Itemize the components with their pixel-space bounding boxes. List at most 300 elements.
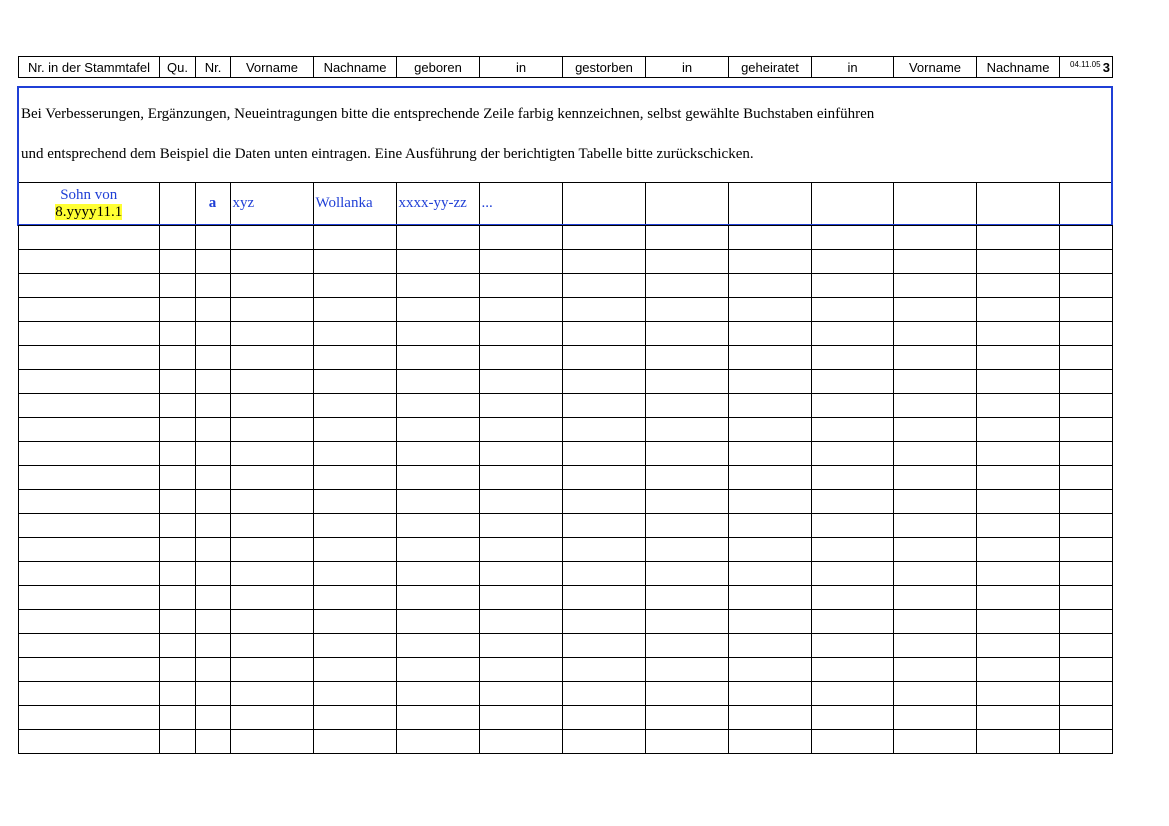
entry-cell [977,418,1060,442]
entry-cell [729,226,812,250]
entry-cell [196,442,231,466]
entry-cell [563,274,646,298]
entry-cell [196,730,231,754]
entry-cell [397,658,480,682]
entry-cell [160,418,196,442]
entry-cell [231,538,314,562]
header-meta-cell [1060,57,1113,78]
header-table [18,56,1113,78]
entry-cell [1060,706,1113,730]
entry-cell [314,346,397,370]
entry-cell [646,442,729,466]
entry-cell [1060,538,1113,562]
entry-cell [1060,226,1113,250]
entry-cell [563,562,646,586]
entry-cell [480,250,563,274]
entry-cell [231,370,314,394]
col-header: in [646,57,729,78]
entry-cell [160,658,196,682]
entry-cell [231,322,314,346]
entry-cell [231,682,314,706]
entry-cell [160,346,196,370]
entry-cell [480,490,563,514]
entry-cell [231,442,314,466]
entry-cell [480,586,563,610]
entry-cell [1060,370,1113,394]
entry-cell [812,562,894,586]
entry-cell [646,322,729,346]
col-header: Nachname [977,57,1060,78]
entry-cell [563,442,646,466]
entry-cell [19,442,160,466]
entry-cell [729,658,812,682]
entry-cell [812,418,894,442]
entry-cell [314,442,397,466]
entry-cell [480,322,563,346]
entry-cell [480,226,563,250]
entry-cell [160,250,196,274]
example-empty-cell [645,183,728,225]
entry-cell [196,226,231,250]
entry-cell [646,466,729,490]
entry-cell [646,634,729,658]
entry-row [19,250,1113,274]
entry-cell [231,730,314,754]
entry-row [19,394,1113,418]
entry-cell [19,682,160,706]
entry-cell [19,538,160,562]
entry-cell [646,538,729,562]
entry-cell [729,346,812,370]
entry-cell [894,586,977,610]
example-empty-cell [976,183,1059,225]
example-geboren-in: ... [479,183,562,225]
entry-cell [480,634,563,658]
entry-cell [646,274,729,298]
entry-cell [160,298,196,322]
entry-cell [812,370,894,394]
col-header: Vorname [231,57,314,78]
entry-cell [1060,394,1113,418]
col-header: geboren [397,57,480,78]
entry-cell [646,610,729,634]
entry-cell [894,490,977,514]
entry-row [19,322,1113,346]
entry-cell [894,274,977,298]
col-header: Qu. [160,57,196,78]
entry-cell [397,466,480,490]
entry-cell [977,586,1060,610]
example-relation: Sohn von [60,186,118,203]
entry-row [19,346,1113,370]
entry-cell [894,370,977,394]
col-header: in [812,57,894,78]
entry-cell [397,586,480,610]
entry-cell [977,538,1060,562]
entry-cell [19,610,160,634]
entry-cell [196,322,231,346]
entry-cell [563,322,646,346]
example-qu [159,183,195,225]
entry-cell [397,298,480,322]
col-header: Vorname [894,57,977,78]
entry-cell [480,730,563,754]
entry-cell [894,706,977,730]
entry-row [19,658,1113,682]
entry-cell [563,658,646,682]
entry-cell [894,322,977,346]
entry-cell [160,562,196,586]
entry-cell [729,586,812,610]
entry-cell [196,418,231,442]
entry-cell [314,466,397,490]
entry-cell [314,370,397,394]
entry-cell [563,490,646,514]
entry-cell [314,418,397,442]
entry-cell [397,682,480,706]
col-header: gestorben [563,57,646,78]
instruction-box [17,86,1113,226]
entry-cell [196,274,231,298]
entry-cell [1060,418,1113,442]
entry-cell [894,466,977,490]
entry-cell [812,394,894,418]
entry-cell [812,298,894,322]
entry-row [19,562,1113,586]
entry-cell [1060,250,1113,274]
entry-cell [160,682,196,706]
entry-cell [196,682,231,706]
entry-cell [480,610,563,634]
entry-cell [314,298,397,322]
entry-cell [563,298,646,322]
entry-cell [812,706,894,730]
entry-cell [729,538,812,562]
entry-cell [397,370,480,394]
entry-cell [977,274,1060,298]
entry-cell [812,442,894,466]
entry-cell [480,706,563,730]
entry-cell [231,514,314,538]
entry-cell [480,538,563,562]
entry-cell [729,442,812,466]
entry-cell [160,394,196,418]
entry-cell [196,538,231,562]
entry-cell [480,514,563,538]
entry-cell [563,634,646,658]
entry-cell [19,274,160,298]
entry-cell [563,346,646,370]
entry-cell [160,442,196,466]
entry-cell [19,586,160,610]
entry-cell [160,706,196,730]
entry-cell [977,466,1060,490]
entry-cell [1060,442,1113,466]
entry-cell [160,514,196,538]
entry-cell [563,682,646,706]
example-row [19,183,1111,225]
entry-cell [231,706,314,730]
entry-cell [812,250,894,274]
entry-cell [1060,634,1113,658]
entry-cell [397,610,480,634]
entry-row [19,226,1113,250]
page-number: 3 [1102,60,1110,75]
entry-row [19,274,1113,298]
entry-cell [729,490,812,514]
entry-cell [397,250,480,274]
entry-row [19,298,1113,322]
entry-cell [563,706,646,730]
entry-cell [231,250,314,274]
entry-cell [977,490,1060,514]
entry-cell [231,394,314,418]
entry-cell [160,466,196,490]
entry-row [19,706,1113,730]
entry-cell [729,682,812,706]
entry-cell [894,346,977,370]
entry-cell [19,466,160,490]
entry-cell [977,562,1060,586]
entry-cell [563,586,646,610]
example-empty-cell [1059,183,1111,225]
instruction-line-2: und entsprechend dem Beispiel die Daten unten eintragen. Eine Ausführung der berichtigten Tabelle bitte zurückschicken. [21,146,754,162]
entry-cell [19,658,160,682]
entry-cell [231,562,314,586]
entry-cell [1060,514,1113,538]
entry-row [19,586,1113,610]
entry-row [19,610,1113,634]
example-empty-cell [562,183,645,225]
entry-row [19,490,1113,514]
entry-cell [480,658,563,682]
entry-cell [397,274,480,298]
entry-cell [563,610,646,634]
entry-cell [196,658,231,682]
entry-cell [1060,490,1113,514]
entry-cell [231,658,314,682]
entry-cell [977,226,1060,250]
entry-row [19,538,1113,562]
header-row [19,57,1113,78]
col-header: Nachname [314,57,397,78]
col-header: geheiratet [729,57,812,78]
entry-row [19,730,1113,754]
entry-cell [812,634,894,658]
entry-cell [646,346,729,370]
entry-cell [1060,586,1113,610]
entry-cell [196,346,231,370]
entry-row [19,682,1113,706]
entry-cell [646,490,729,514]
entry-cell [1060,658,1113,682]
entry-cell [646,682,729,706]
entry-cell [563,466,646,490]
entry-cell [1060,346,1113,370]
entry-cell [480,442,563,466]
entry-cell [812,682,894,706]
entry-cell [894,682,977,706]
entry-cell [397,322,480,346]
entry-cell [19,418,160,442]
entry-cell [397,418,480,442]
entry-cell [729,394,812,418]
example-geboren: xxxx-yy-zz [396,183,479,225]
example-empty-cell [811,183,893,225]
entry-cell [196,706,231,730]
entry-cell [196,490,231,514]
entry-cell [729,370,812,394]
entry-cell [480,466,563,490]
entry-cell [812,346,894,370]
entry-cell [563,514,646,538]
entry-cell [1060,730,1113,754]
entry-cell [729,706,812,730]
entry-cell [196,514,231,538]
entry-cell [19,298,160,322]
entry-cell [646,298,729,322]
entry-cell [894,634,977,658]
entry-cell [314,274,397,298]
entry-cell [977,706,1060,730]
entry-cell [480,346,563,370]
entry-cell [894,394,977,418]
entry-cell [812,466,894,490]
entry-cell [19,250,160,274]
entry-cell [397,226,480,250]
entry-grid [18,225,1113,754]
entry-cell [894,562,977,586]
entry-cell [812,658,894,682]
entry-cell [729,298,812,322]
entry-cell [812,586,894,610]
entry-cell [646,562,729,586]
entry-cell [19,730,160,754]
entry-cell [646,394,729,418]
entry-cell [729,562,812,586]
entry-cell [19,706,160,730]
entry-cell [397,562,480,586]
example-row-table [19,182,1111,224]
entry-cell [480,418,563,442]
entry-cell [894,658,977,682]
entry-cell [729,730,812,754]
entry-cell [19,490,160,514]
entry-cell [977,322,1060,346]
entry-cell [19,634,160,658]
entry-row [19,466,1113,490]
col-header: in [480,57,563,78]
entry-cell [563,394,646,418]
entry-cell [894,418,977,442]
example-nachname: Wollanka [313,183,396,225]
entry-row [19,442,1113,466]
entry-cell [397,514,480,538]
entry-row [19,634,1113,658]
entry-cell [729,250,812,274]
entry-cell [646,250,729,274]
entry-cell [729,634,812,658]
example-reference-cell [19,183,159,225]
entry-cell [1060,682,1113,706]
entry-row [19,370,1113,394]
entry-cell [196,250,231,274]
entry-cell [397,730,480,754]
entry-cell [729,514,812,538]
entry-cell [977,442,1060,466]
entry-cell [314,250,397,274]
entry-cell [646,658,729,682]
entry-cell [397,442,480,466]
entry-cell [812,730,894,754]
entry-cell [977,394,1060,418]
entry-cell [977,346,1060,370]
entry-cell [19,514,160,538]
entry-cell [160,490,196,514]
entry-cell [977,730,1060,754]
entry-cell [894,730,977,754]
entry-cell [563,730,646,754]
entry-cell [1060,322,1113,346]
entry-cell [563,250,646,274]
entry-cell [729,274,812,298]
entry-cell [314,490,397,514]
entry-cell [314,658,397,682]
entry-cell [480,274,563,298]
entry-cell [977,514,1060,538]
instruction-line-1: Bei Verbesserungen, Ergänzungen, Neueintragungen bitte die entsprechende Zeile farbig kennzeichnen, selbst gewählte Buchstaben einführen [21,106,875,122]
entry-cell [19,226,160,250]
entry-cell [729,466,812,490]
entry-cell [19,562,160,586]
entry-cell [894,538,977,562]
entry-cell [894,298,977,322]
entry-cell [729,610,812,634]
entry-cell [563,370,646,394]
example-vorname: xyz [230,183,313,225]
entry-cell [646,730,729,754]
entry-cell [729,418,812,442]
example-nr: a [195,183,230,225]
entry-cell [894,514,977,538]
entry-cell [894,442,977,466]
entry-cell [314,538,397,562]
entry-cell [977,658,1060,682]
entry-cell [812,610,894,634]
entry-cell [196,586,231,610]
entry-cell [646,514,729,538]
entry-cell [397,706,480,730]
entry-cell [1060,298,1113,322]
entry-cell [196,562,231,586]
entry-cell [19,322,160,346]
entry-cell [1060,274,1113,298]
entry-row [19,418,1113,442]
col-header: Nr. [196,57,231,78]
entry-cell [894,250,977,274]
entry-cell [231,418,314,442]
example-empty-cell [893,183,976,225]
entry-cell [231,586,314,610]
entry-cell [1060,562,1113,586]
entry-cell [231,610,314,634]
entry-cell [397,394,480,418]
entry-cell [812,514,894,538]
entry-cell [314,394,397,418]
entry-cell [196,370,231,394]
entry-cell [231,346,314,370]
entry-cell [812,490,894,514]
